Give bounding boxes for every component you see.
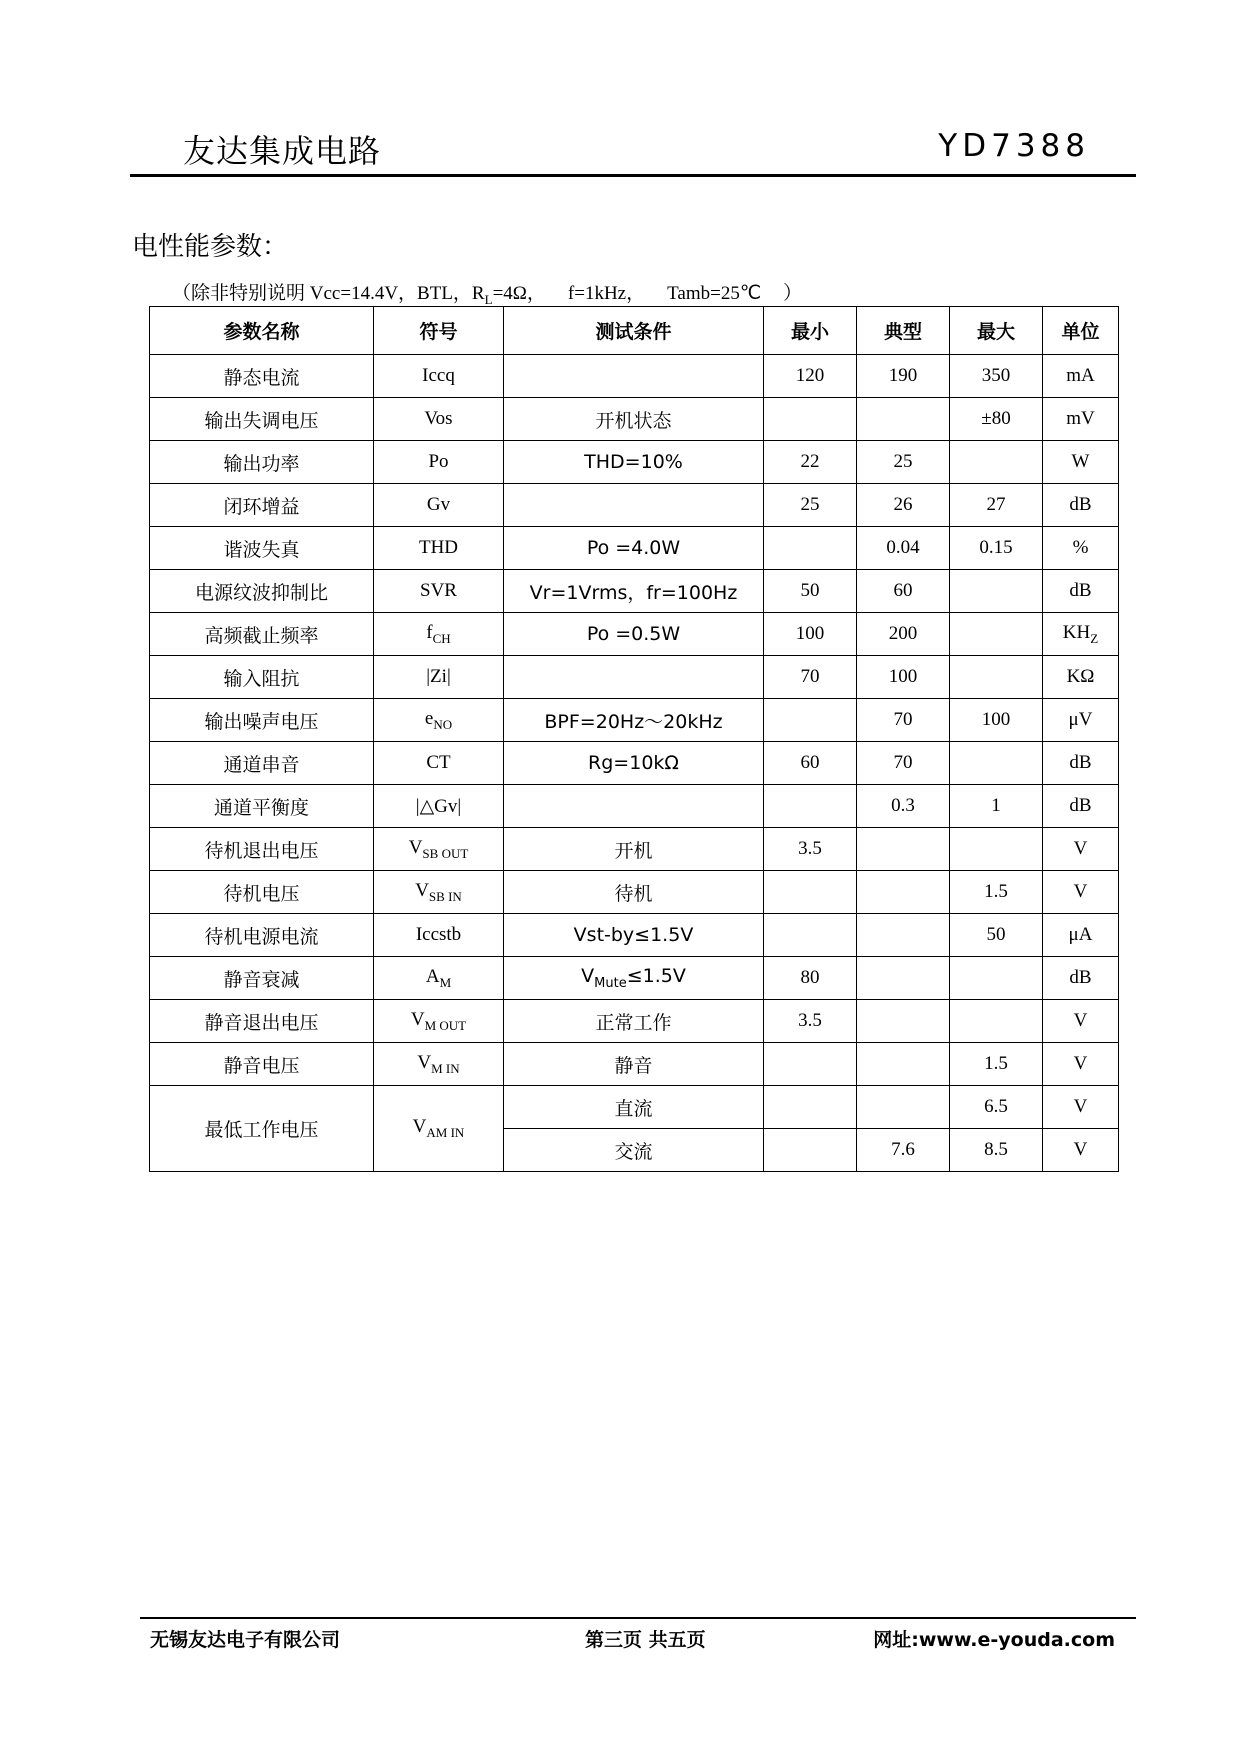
max-value-text: ±80 bbox=[981, 408, 1011, 429]
typ-value bbox=[857, 1086, 950, 1129]
symbol bbox=[374, 957, 504, 1000]
typ-value bbox=[857, 914, 950, 957]
col-header-min: 最小 bbox=[764, 307, 857, 355]
param-name-text: 静音电压 bbox=[223, 1054, 300, 1077]
param-name bbox=[150, 742, 374, 785]
symbol bbox=[374, 914, 504, 957]
symbol-text: A bbox=[425, 965, 440, 987]
symbol-text: SVR bbox=[420, 580, 457, 601]
unit bbox=[1043, 355, 1119, 398]
test-condition bbox=[504, 785, 764, 828]
min-value bbox=[764, 570, 857, 613]
typ-value bbox=[857, 1000, 950, 1043]
symbol-text: V bbox=[412, 1116, 427, 1138]
symbol-subscript: M OUT bbox=[424, 1017, 467, 1033]
cond-open: （ bbox=[172, 283, 192, 304]
table-body bbox=[150, 355, 1119, 1172]
symbol bbox=[374, 527, 504, 570]
table-row bbox=[150, 1086, 1119, 1129]
symbol-text: Iccstb bbox=[415, 924, 462, 945]
unit-text: % bbox=[1072, 537, 1089, 558]
symbol bbox=[374, 1086, 504, 1172]
test-condition-text: Rg=10kΩ bbox=[588, 752, 679, 774]
symbol-subscript: CH bbox=[432, 630, 451, 646]
unit bbox=[1043, 871, 1119, 914]
typ-value bbox=[857, 656, 950, 699]
cond-rl-val: =4Ω， bbox=[492, 283, 546, 304]
typ-value bbox=[857, 742, 950, 785]
param-name bbox=[150, 570, 374, 613]
table-row bbox=[150, 570, 1119, 613]
min-value bbox=[764, 355, 857, 398]
typ-value bbox=[857, 527, 950, 570]
param-name-text: 输入阻抗 bbox=[223, 667, 300, 690]
param-name bbox=[150, 398, 374, 441]
test-condition bbox=[504, 914, 764, 957]
max-value bbox=[950, 527, 1043, 570]
max-value bbox=[950, 785, 1043, 828]
symbol-text: CT bbox=[426, 752, 451, 773]
min-value-text: 60 bbox=[800, 752, 820, 773]
typ-value-text: 60 bbox=[893, 580, 913, 601]
test-condition-text: 待机 bbox=[614, 882, 653, 905]
min-value-text: 3.5 bbox=[798, 1010, 822, 1031]
symbol-text: V bbox=[417, 1051, 432, 1073]
unit bbox=[1043, 957, 1119, 1000]
test-condition bbox=[504, 1086, 764, 1129]
min-value bbox=[764, 1000, 857, 1043]
unit bbox=[1043, 742, 1119, 785]
unit-subscript: Z bbox=[1090, 630, 1099, 646]
param-name-text: 通道平衡度 bbox=[213, 796, 309, 819]
min-value-text: 22 bbox=[800, 451, 820, 472]
footer-divider bbox=[140, 1617, 1136, 1619]
unit bbox=[1043, 484, 1119, 527]
max-value bbox=[950, 914, 1043, 957]
max-value bbox=[950, 1043, 1043, 1086]
test-condition bbox=[504, 656, 764, 699]
test-condition bbox=[504, 699, 764, 742]
symbol-text: Iccq bbox=[422, 365, 455, 386]
unit-text: V bbox=[1073, 1096, 1088, 1117]
col-header-param: 参数名称 bbox=[150, 307, 374, 355]
param-name-text: 通道串音 bbox=[223, 753, 300, 776]
header-divider bbox=[130, 174, 1136, 177]
table-header-row bbox=[150, 307, 1119, 355]
test-condition bbox=[504, 613, 764, 656]
symbol bbox=[374, 871, 504, 914]
max-value bbox=[950, 1000, 1043, 1043]
symbol bbox=[374, 828, 504, 871]
table-row bbox=[150, 785, 1119, 828]
min-value bbox=[764, 871, 857, 914]
table-row bbox=[150, 828, 1119, 871]
max-value bbox=[950, 742, 1043, 785]
unit bbox=[1043, 613, 1119, 656]
unit-text: V bbox=[1073, 1139, 1088, 1160]
symbol-text: Vos bbox=[424, 408, 453, 429]
max-value bbox=[950, 699, 1043, 742]
typ-value-text: 25 bbox=[893, 451, 913, 472]
min-value-text: 3.5 bbox=[798, 838, 822, 859]
param-name-text: 闭环增益 bbox=[223, 495, 300, 518]
param-name bbox=[150, 613, 374, 656]
min-value-text: 50 bbox=[800, 580, 820, 601]
min-value bbox=[764, 957, 857, 1000]
symbol bbox=[374, 398, 504, 441]
unit bbox=[1043, 570, 1119, 613]
test-condition-text: V bbox=[581, 965, 595, 988]
unit bbox=[1043, 1043, 1119, 1086]
test-condition-text: 直流 bbox=[614, 1097, 653, 1120]
min-value-text: 25 bbox=[800, 494, 820, 515]
max-value bbox=[950, 613, 1043, 656]
symbol-text: f bbox=[426, 621, 433, 643]
param-name bbox=[150, 957, 374, 1000]
param-name-text: 输出噪声电压 bbox=[204, 710, 319, 733]
param-name bbox=[150, 484, 374, 527]
min-value bbox=[764, 441, 857, 484]
test-condition bbox=[504, 441, 764, 484]
test-conditions bbox=[172, 278, 802, 308]
symbol bbox=[374, 1000, 504, 1043]
symbol-subscript: AM IN bbox=[426, 1124, 465, 1140]
max-value-text: 1 bbox=[991, 795, 1001, 816]
unit-text: V bbox=[1073, 881, 1088, 902]
max-value bbox=[950, 656, 1043, 699]
symbol bbox=[374, 656, 504, 699]
test-condition-text: 开机状态 bbox=[595, 409, 672, 432]
param-name-text: 电源纹波抑制比 bbox=[194, 581, 328, 604]
typ-value bbox=[857, 1043, 950, 1086]
table-row bbox=[150, 613, 1119, 656]
min-value bbox=[764, 785, 857, 828]
symbol-text: Po bbox=[428, 451, 449, 472]
unit bbox=[1043, 828, 1119, 871]
param-name bbox=[150, 1086, 374, 1172]
test-condition-text: Vr=1Vrms，fr=100Hz bbox=[529, 581, 738, 604]
test-condition-text: Po =4.0W bbox=[586, 537, 681, 559]
unit-text: μA bbox=[1068, 924, 1093, 945]
table-row bbox=[150, 484, 1119, 527]
symbol-text: |Zi| bbox=[426, 666, 451, 687]
unit-text: KH bbox=[1062, 621, 1091, 643]
param-name bbox=[150, 914, 374, 957]
max-value bbox=[950, 398, 1043, 441]
param-name-text: 待机退出电压 bbox=[204, 839, 319, 862]
symbol-text: |△Gv| bbox=[415, 795, 462, 817]
footer-company: 无锡友达电子有限公司 bbox=[150, 1629, 341, 1651]
unit-text: KΩ bbox=[1066, 666, 1095, 687]
param-name-text: 静态电流 bbox=[223, 366, 300, 389]
footer-page: 第三页 共五页 bbox=[585, 1629, 706, 1651]
typ-value-text: 70 bbox=[893, 709, 913, 730]
unit bbox=[1043, 785, 1119, 828]
max-value-text: 1.5 bbox=[984, 881, 1008, 902]
symbol bbox=[374, 441, 504, 484]
typ-value bbox=[857, 441, 950, 484]
test-condition bbox=[504, 871, 764, 914]
unit-text: dB bbox=[1069, 494, 1092, 515]
electrical-parameters-table bbox=[149, 306, 1119, 1172]
param-name bbox=[150, 785, 374, 828]
unit bbox=[1043, 527, 1119, 570]
test-condition bbox=[504, 957, 764, 1000]
max-value-text: 350 bbox=[981, 365, 1011, 386]
typ-value bbox=[857, 484, 950, 527]
typ-value bbox=[857, 957, 950, 1000]
typ-value bbox=[857, 1129, 950, 1172]
min-value bbox=[764, 828, 857, 871]
param-name-text: 谐波失真 bbox=[223, 538, 300, 561]
unit bbox=[1043, 1086, 1119, 1129]
test-condition-text: Vst-by≤1.5V bbox=[573, 924, 694, 946]
min-value bbox=[764, 656, 857, 699]
max-value bbox=[950, 441, 1043, 484]
max-value bbox=[950, 871, 1043, 914]
symbol-subscript: M IN bbox=[431, 1060, 460, 1076]
symbol bbox=[374, 355, 504, 398]
symbol bbox=[374, 742, 504, 785]
table-row bbox=[150, 441, 1119, 484]
symbol bbox=[374, 613, 504, 656]
typ-value-text: 7.6 bbox=[891, 1139, 915, 1160]
symbol bbox=[374, 570, 504, 613]
symbol-text: V bbox=[410, 1008, 425, 1030]
cond-close: ） bbox=[783, 283, 803, 304]
cond-rl-sub: L bbox=[484, 291, 493, 307]
max-value bbox=[950, 1129, 1043, 1172]
param-name-text: 输出失调电压 bbox=[204, 409, 319, 432]
min-value-text: 120 bbox=[795, 365, 825, 386]
unit-text: W bbox=[1071, 451, 1090, 472]
symbol bbox=[374, 1043, 504, 1086]
param-name bbox=[150, 1000, 374, 1043]
typ-value bbox=[857, 785, 950, 828]
max-value-text: 27 bbox=[986, 494, 1006, 515]
test-condition bbox=[504, 527, 764, 570]
param-name-text: 最低工作电压 bbox=[204, 1119, 319, 1141]
unit bbox=[1043, 398, 1119, 441]
test-condition-text: 正常工作 bbox=[595, 1011, 672, 1034]
typ-value-text: 0.3 bbox=[891, 795, 915, 816]
col-header-condition: 测试条件 bbox=[504, 307, 764, 355]
unit-text: mA bbox=[1066, 365, 1095, 386]
unit-text: dB bbox=[1069, 967, 1092, 988]
symbol-text: Gv bbox=[426, 494, 451, 515]
table-row bbox=[150, 527, 1119, 570]
test-condition-text: 开机 bbox=[614, 839, 653, 862]
unit-text: mV bbox=[1066, 408, 1095, 429]
test-condition bbox=[504, 398, 764, 441]
param-name bbox=[150, 355, 374, 398]
typ-value bbox=[857, 398, 950, 441]
symbol-subscript: SB IN bbox=[428, 888, 462, 904]
param-name bbox=[150, 527, 374, 570]
unit bbox=[1043, 1000, 1119, 1043]
typ-value bbox=[857, 355, 950, 398]
col-header-max: 最大 bbox=[950, 307, 1043, 355]
max-value bbox=[950, 484, 1043, 527]
test-condition-text: THD=10% bbox=[584, 451, 683, 473]
table-row bbox=[150, 914, 1119, 957]
unit bbox=[1043, 699, 1119, 742]
min-value-text: 100 bbox=[795, 623, 825, 644]
header-model: YD7388 bbox=[938, 128, 1090, 164]
max-value-text: 8.5 bbox=[984, 1139, 1008, 1160]
max-value-text: 0.15 bbox=[979, 537, 1013, 558]
param-name-text: 待机电压 bbox=[223, 882, 300, 905]
param-name-text: 静音退出电压 bbox=[204, 1011, 319, 1034]
col-header-typ: 典型 bbox=[857, 307, 950, 355]
test-condition-text: 交流 bbox=[614, 1140, 653, 1163]
max-value bbox=[950, 570, 1043, 613]
max-value-text: 6.5 bbox=[984, 1096, 1008, 1117]
symbol-text: e bbox=[424, 707, 434, 729]
table-row bbox=[150, 355, 1119, 398]
test-condition-text: 静音 bbox=[614, 1054, 653, 1077]
min-value bbox=[764, 527, 857, 570]
typ-value bbox=[857, 570, 950, 613]
symbol bbox=[374, 699, 504, 742]
param-name-text: 高频截止频率 bbox=[204, 624, 319, 647]
symbol-subscript: SB OUT bbox=[422, 845, 469, 861]
unit-text: V bbox=[1073, 838, 1088, 859]
max-value bbox=[950, 1086, 1043, 1129]
param-name bbox=[150, 699, 374, 742]
col-header-unit: 单位 bbox=[1043, 307, 1119, 355]
min-value-text: 80 bbox=[800, 967, 820, 988]
unit bbox=[1043, 441, 1119, 484]
table-row bbox=[150, 1000, 1119, 1043]
table-row bbox=[150, 1043, 1119, 1086]
symbol-subscript: M bbox=[439, 974, 452, 990]
unit bbox=[1043, 656, 1119, 699]
test-condition bbox=[504, 1129, 764, 1172]
typ-value-text: 190 bbox=[888, 365, 918, 386]
typ-value-text: 26 bbox=[893, 494, 913, 515]
typ-value-text: 0.04 bbox=[886, 537, 920, 558]
max-value bbox=[950, 828, 1043, 871]
symbol-text: V bbox=[415, 879, 429, 901]
param-name bbox=[150, 656, 374, 699]
symbol-subscript: NO bbox=[433, 716, 453, 732]
unit-text: dB bbox=[1069, 752, 1092, 773]
min-value bbox=[764, 398, 857, 441]
test-condition bbox=[504, 570, 764, 613]
typ-value bbox=[857, 699, 950, 742]
unit-text: V bbox=[1073, 1053, 1088, 1074]
param-name-text: 静音衰减 bbox=[223, 968, 300, 991]
unit-text: dB bbox=[1069, 580, 1092, 601]
test-condition bbox=[504, 484, 764, 527]
min-value bbox=[764, 613, 857, 656]
max-value-text: 100 bbox=[981, 709, 1011, 730]
param-name bbox=[150, 828, 374, 871]
symbol-text: THD bbox=[418, 537, 459, 558]
typ-value bbox=[857, 871, 950, 914]
param-name-text: 待机电源电流 bbox=[204, 925, 319, 948]
max-value-text: 50 bbox=[986, 924, 1006, 945]
test-condition bbox=[504, 1043, 764, 1086]
table-row bbox=[150, 699, 1119, 742]
symbol-text: V bbox=[408, 836, 423, 858]
unit-text: μV bbox=[1068, 709, 1093, 730]
cond-freq: f=1kHz， bbox=[567, 283, 646, 304]
typ-value-text: 200 bbox=[888, 623, 918, 644]
min-value bbox=[764, 742, 857, 785]
test-condition-text: Po =0.5W bbox=[586, 623, 681, 645]
unit-text: dB bbox=[1069, 795, 1092, 816]
header-company: 友达集成电路 bbox=[183, 132, 382, 170]
min-value bbox=[764, 914, 857, 957]
unit-text: V bbox=[1073, 1010, 1088, 1031]
typ-value bbox=[857, 613, 950, 656]
min-value-text: 70 bbox=[800, 666, 820, 687]
param-name-text: 输出功率 bbox=[223, 452, 300, 475]
min-value bbox=[764, 1043, 857, 1086]
table-row bbox=[150, 656, 1119, 699]
table-row bbox=[150, 742, 1119, 785]
test-condition-text: BPF=20Hz～20kHz bbox=[544, 710, 723, 733]
min-value bbox=[764, 1086, 857, 1129]
max-value bbox=[950, 957, 1043, 1000]
typ-value bbox=[857, 828, 950, 871]
min-value bbox=[764, 484, 857, 527]
min-value bbox=[764, 1129, 857, 1172]
test-condition bbox=[504, 742, 764, 785]
param-name bbox=[150, 441, 374, 484]
cond-lead: 除非特别说明 Vcc=14.4V，BTL，R bbox=[191, 283, 485, 304]
table-row bbox=[150, 398, 1119, 441]
condition-subscript: Mute bbox=[594, 975, 627, 991]
typ-value-text: 100 bbox=[888, 666, 918, 687]
symbol bbox=[374, 785, 504, 828]
param-name bbox=[150, 1043, 374, 1086]
section-title: 电性能参数： bbox=[132, 232, 289, 262]
test-condition bbox=[504, 355, 764, 398]
param-name bbox=[150, 871, 374, 914]
min-value bbox=[764, 699, 857, 742]
max-value bbox=[950, 355, 1043, 398]
table-row bbox=[150, 957, 1119, 1000]
col-header-symbol: 符号 bbox=[374, 307, 504, 355]
table-row bbox=[150, 871, 1119, 914]
max-value-text: 1.5 bbox=[984, 1053, 1008, 1074]
test-condition bbox=[504, 828, 764, 871]
symbol bbox=[374, 484, 504, 527]
cond-temp: Tamb=25℃ bbox=[667, 283, 762, 304]
unit bbox=[1043, 914, 1119, 957]
condition-tail: ≤1.5V bbox=[626, 965, 686, 988]
test-condition bbox=[504, 1000, 764, 1043]
typ-value-text: 70 bbox=[893, 752, 913, 773]
unit bbox=[1043, 1129, 1119, 1172]
footer-website: 网址:www.e-youda.com bbox=[873, 1629, 1115, 1651]
